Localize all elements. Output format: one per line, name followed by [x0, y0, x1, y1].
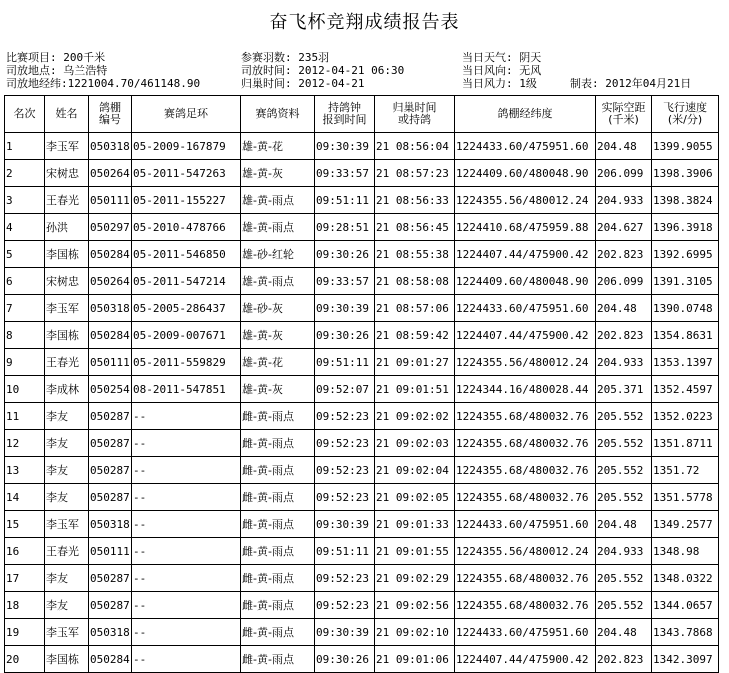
table-cell: 21 09:01:06	[375, 646, 455, 673]
table-cell: 1224355.68/480032.76	[455, 565, 596, 592]
table-cell: 雌-黄-雨点	[241, 538, 315, 565]
table-cell: 09:30:26	[315, 241, 375, 268]
table-row	[5, 160, 719, 187]
table-cell: 05-2005-286437	[132, 295, 241, 322]
table-cell: 05-2011-559829	[132, 349, 241, 376]
table-cell: 李友	[45, 484, 89, 511]
table-cell: 雄-黄-花	[241, 349, 315, 376]
table-cell: 16	[5, 538, 45, 565]
table-cell: 雄-黄-灰	[241, 160, 315, 187]
table-cell: 1391.3105	[652, 268, 719, 295]
table-cell: 李国栋	[45, 646, 89, 673]
table-cell: 1392.6995	[652, 241, 719, 268]
table-cell: 1224410.68/475959.88	[455, 214, 596, 241]
table-cell: 205.552	[596, 457, 652, 484]
table-cell: 050284	[89, 322, 132, 349]
table-row	[5, 565, 719, 592]
table-cell: 雄-黄-雨点	[241, 214, 315, 241]
table-cell: 21 09:02:29	[375, 565, 455, 592]
table-row	[5, 430, 719, 457]
table-cell: 9	[5, 349, 45, 376]
table-cell: 204.48	[596, 133, 652, 160]
table-cell: 1398.3824	[652, 187, 719, 214]
table-cell: 1351.5778	[652, 484, 719, 511]
table-cell: 1	[5, 133, 45, 160]
table-cell: 李成林	[45, 376, 89, 403]
table-cell: 3	[5, 187, 45, 214]
table-cell: 05-2009-007671	[132, 322, 241, 349]
table-cell: 205.552	[596, 430, 652, 457]
column-header: 赛鸽足环	[132, 96, 241, 133]
table-cell: 050264	[89, 160, 132, 187]
table-cell: 雌-黄-雨点	[241, 646, 315, 673]
table-cell: 21 09:01:33	[375, 511, 455, 538]
table-cell: 1224355.56/480012.24	[455, 187, 596, 214]
table-cell: 雄-黄-灰	[241, 376, 315, 403]
table-cell: 21 09:01:51	[375, 376, 455, 403]
table-cell: 8	[5, 322, 45, 349]
table-cell: 050287	[89, 592, 132, 619]
table-cell: 05-2011-547214	[132, 268, 241, 295]
table-cell: 1351.72	[652, 457, 719, 484]
table-cell: 雌-黄-雨点	[241, 484, 315, 511]
table-cell: 1224409.60/480048.90	[455, 160, 596, 187]
table-cell: 19	[5, 619, 45, 646]
race-project: 比赛项目: 200千米	[6, 51, 106, 64]
table-cell: 1224409.60/480048.90	[455, 268, 596, 295]
table-cell: 21 08:57:06	[375, 295, 455, 322]
table-cell: --	[132, 538, 241, 565]
table-cell: 21 09:01:27	[375, 349, 455, 376]
table-cell: 202.823	[596, 322, 652, 349]
table-cell: 1224355.68/480032.76	[455, 592, 596, 619]
table-row	[5, 214, 719, 241]
table-row	[5, 484, 719, 511]
column-header: 鸽棚经纬度	[455, 96, 596, 133]
table-cell: 12	[5, 430, 45, 457]
table-cell: 10	[5, 376, 45, 403]
table-cell: 204.627	[596, 214, 652, 241]
table-cell: 205.552	[596, 484, 652, 511]
table-cell: 1224433.60/475951.60	[455, 619, 596, 646]
table-cell: 09:52:23	[315, 484, 375, 511]
wind-direction: 当日风向: 无风	[462, 64, 542, 77]
table-cell: --	[132, 592, 241, 619]
table-cell: --	[132, 619, 241, 646]
table-cell: 1349.2577	[652, 511, 719, 538]
table-cell: 050111	[89, 187, 132, 214]
table-cell: 13	[5, 457, 45, 484]
weather: 当日天气: 阴天	[462, 51, 542, 64]
table-row	[5, 619, 719, 646]
table-row	[5, 403, 719, 430]
table-cell: 李玉军	[45, 295, 89, 322]
table-cell: 202.823	[596, 646, 652, 673]
table-cell: 雌-黄-雨点	[241, 511, 315, 538]
table-cell: 050284	[89, 646, 132, 673]
table-cell: 李国栋	[45, 322, 89, 349]
table-cell: 1398.3906	[652, 160, 719, 187]
table-cell: 5	[5, 241, 45, 268]
table-row	[5, 646, 719, 673]
table-cell: 21 08:56:33	[375, 187, 455, 214]
table-row	[5, 538, 719, 565]
table-cell: 李玉军	[45, 619, 89, 646]
table-cell: 7	[5, 295, 45, 322]
table-cell: 李友	[45, 403, 89, 430]
table-cell: 王春光	[45, 187, 89, 214]
table-cell: 雄-黄-灰	[241, 322, 315, 349]
table-cell: 宋树忠	[45, 160, 89, 187]
table-row	[5, 268, 719, 295]
table-cell: 05-2009-167879	[132, 133, 241, 160]
table-cell: 050318	[89, 133, 132, 160]
table-cell: 1399.9055	[652, 133, 719, 160]
table-cell: 1342.3097	[652, 646, 719, 673]
table-cell: 李玉军	[45, 511, 89, 538]
table-row	[5, 592, 719, 619]
table-cell: 204.48	[596, 511, 652, 538]
table-cell: 050297	[89, 214, 132, 241]
column-header: 鸽棚 编号	[89, 96, 132, 133]
table-cell: 21 08:58:08	[375, 268, 455, 295]
table-cell: 050111	[89, 538, 132, 565]
table-cell: 050254	[89, 376, 132, 403]
table-cell: 09:30:39	[315, 511, 375, 538]
table-cell: 21 09:02:04	[375, 457, 455, 484]
table-cell: 205.371	[596, 376, 652, 403]
table-cell: 050287	[89, 430, 132, 457]
table-cell: 1224407.44/475900.42	[455, 241, 596, 268]
table-cell: 204.48	[596, 619, 652, 646]
table-cell: 雌-黄-雨点	[241, 430, 315, 457]
table-row	[5, 295, 719, 322]
table-cell: 李国栋	[45, 241, 89, 268]
table-cell: 21 09:02:03	[375, 430, 455, 457]
table-cell: 1352.0223	[652, 403, 719, 430]
table-cell: 206.099	[596, 160, 652, 187]
table-cell: 050264	[89, 268, 132, 295]
table-cell: 1343.7868	[652, 619, 719, 646]
meta-left	[6, 51, 200, 90]
column-header: 赛鸽资料	[241, 96, 315, 133]
table-cell: 孙洪	[45, 214, 89, 241]
table-cell: 050318	[89, 511, 132, 538]
table-cell: --	[132, 646, 241, 673]
release-location: 司放地点: 乌兰浩特	[6, 64, 108, 77]
table-cell: 雄-黄-雨点	[241, 187, 315, 214]
table-cell: 雌-黄-雨点	[241, 565, 315, 592]
table-cell: 1224355.68/480032.76	[455, 430, 596, 457]
table-cell: 05-2011-155227	[132, 187, 241, 214]
table-cell: 09:52:23	[315, 430, 375, 457]
table-cell: 204.48	[596, 295, 652, 322]
table-cell: 050287	[89, 565, 132, 592]
table-row	[5, 457, 719, 484]
table-cell: 09:30:39	[315, 619, 375, 646]
table-cell: 09:30:39	[315, 295, 375, 322]
table-cell: 1396.3918	[652, 214, 719, 241]
table-cell: 205.552	[596, 565, 652, 592]
table-cell: 21 09:02:56	[375, 592, 455, 619]
made-date: 制表: 2012年04月21日	[570, 77, 692, 90]
table-cell: 09:51:11	[315, 187, 375, 214]
table-cell: 21 08:55:38	[375, 241, 455, 268]
column-header: 归巢时间 或持鸽	[375, 96, 455, 133]
release-coords: 司放地经纬:1221004.70/461148.90	[6, 77, 201, 90]
table-cell: 11	[5, 403, 45, 430]
table-row	[5, 133, 719, 160]
table-cell: 21 08:56:45	[375, 214, 455, 241]
table-cell: 21 09:02:02	[375, 403, 455, 430]
table-cell: 09:52:07	[315, 376, 375, 403]
table-cell: 09:51:11	[315, 538, 375, 565]
table-cell: 李玉军	[45, 133, 89, 160]
table-row	[5, 322, 719, 349]
table-cell: 09:52:23	[315, 592, 375, 619]
table-cell: 050318	[89, 619, 132, 646]
table-cell: --	[132, 457, 241, 484]
entries-count: 参赛羽数: 235羽	[241, 51, 330, 64]
table-cell: 09:33:57	[315, 268, 375, 295]
table-cell: 21 08:56:04	[375, 133, 455, 160]
table-cell: 1352.4597	[652, 376, 719, 403]
table-cell: 204.933	[596, 187, 652, 214]
table-cell: 1348.98	[652, 538, 719, 565]
table-cell: 1224433.60/475951.60	[455, 511, 596, 538]
table-cell: --	[132, 511, 241, 538]
table-row	[5, 241, 719, 268]
meta-middle	[241, 51, 404, 90]
table-cell: 21 09:01:55	[375, 538, 455, 565]
table-cell: 05-2011-546850	[132, 241, 241, 268]
table-cell: 18	[5, 592, 45, 619]
table-cell: 15	[5, 511, 45, 538]
table-cell: --	[132, 403, 241, 430]
table-row	[5, 187, 719, 214]
table-cell: 202.823	[596, 241, 652, 268]
table-cell: 09:52:23	[315, 565, 375, 592]
column-header: 持鸽钟 报到时间	[315, 96, 375, 133]
table-cell: 雌-黄-雨点	[241, 403, 315, 430]
table-cell: 05-2011-547263	[132, 160, 241, 187]
table-cell: 雌-黄-雨点	[241, 592, 315, 619]
table-cell: 1224344.16/480028.44	[455, 376, 596, 403]
table-cell: 雄-黄-雨点	[241, 268, 315, 295]
table-cell: 17	[5, 565, 45, 592]
table-cell: --	[132, 484, 241, 511]
table-cell: 205.552	[596, 403, 652, 430]
table-cell: 09:30:39	[315, 133, 375, 160]
table-cell: 21 08:59:42	[375, 322, 455, 349]
table-cell: 1224433.60/475951.60	[455, 133, 596, 160]
table-cell: 1351.8711	[652, 430, 719, 457]
table-cell: 205.552	[596, 592, 652, 619]
table-cell: 050287	[89, 457, 132, 484]
table-row	[5, 376, 719, 403]
column-header: 飞行速度 (米/分)	[652, 96, 719, 133]
table-cell: 050111	[89, 349, 132, 376]
table-cell: 21 09:02:05	[375, 484, 455, 511]
table-cell: 1224355.56/480012.24	[455, 538, 596, 565]
table-cell: 09:52:23	[315, 457, 375, 484]
return-date: 归巢时间: 2012-04-21	[241, 77, 365, 90]
table-cell: 21 08:57:23	[375, 160, 455, 187]
table-cell: 1224355.56/480012.24	[455, 349, 596, 376]
table-cell: 20	[5, 646, 45, 673]
release-time: 司放时间: 2012-04-21 06:30	[241, 64, 405, 77]
table-cell: 雄-砂-红轮	[241, 241, 315, 268]
table-cell: 雄-黄-花	[241, 133, 315, 160]
table-cell: 雌-黄-雨点	[241, 619, 315, 646]
table-cell: 1348.0322	[652, 565, 719, 592]
table-cell: 王春光	[45, 538, 89, 565]
table-cell: 4	[5, 214, 45, 241]
table-cell: 1224407.44/475900.42	[455, 646, 596, 673]
table-cell: 09:51:11	[315, 349, 375, 376]
column-header: 名次	[5, 96, 45, 133]
table-cell: 14	[5, 484, 45, 511]
table-cell: 204.933	[596, 349, 652, 376]
wind-force: 当日风力: 1级	[462, 77, 537, 90]
table-cell: 050287	[89, 403, 132, 430]
table-cell: 雌-黄-雨点	[241, 457, 315, 484]
table-cell: 050284	[89, 241, 132, 268]
table-cell: 09:28:51	[315, 214, 375, 241]
table-cell: 09:52:23	[315, 403, 375, 430]
table-cell: 李友	[45, 565, 89, 592]
table-cell: 李友	[45, 430, 89, 457]
table-cell: 21 09:02:10	[375, 619, 455, 646]
table-cell: --	[132, 565, 241, 592]
table-cell: 09:30:26	[315, 322, 375, 349]
meta-right	[462, 51, 541, 90]
table-cell: --	[132, 430, 241, 457]
results-table	[4, 95, 719, 673]
table-cell: 6	[5, 268, 45, 295]
table-cell: 雄-砂-灰	[241, 295, 315, 322]
table-cell: 1354.8631	[652, 322, 719, 349]
table-cell: 08-2011-547851	[132, 376, 241, 403]
table-cell: 1224355.68/480032.76	[455, 457, 596, 484]
table-cell: 1390.0748	[652, 295, 719, 322]
table-cell: 09:30:26	[315, 646, 375, 673]
table-cell: 050287	[89, 484, 132, 511]
column-header: 实际空距 (千米)	[596, 96, 652, 133]
table-cell: 204.933	[596, 538, 652, 565]
table-cell: 1224355.68/480032.76	[455, 484, 596, 511]
table-row	[5, 511, 719, 538]
table-cell: 1353.1397	[652, 349, 719, 376]
table-cell: 1224407.44/475900.42	[455, 322, 596, 349]
table-cell: 王春光	[45, 349, 89, 376]
table-cell: 05-2010-478766	[132, 214, 241, 241]
table-cell: 宋树忠	[45, 268, 89, 295]
report-title: 奋飞杯竞翔成绩报告表	[269, 12, 460, 33]
table-cell: 1224433.60/475951.60	[455, 295, 596, 322]
table-cell: 1224355.68/480032.76	[455, 403, 596, 430]
table-cell: 206.099	[596, 268, 652, 295]
table-row	[5, 349, 719, 376]
table-cell: 2	[5, 160, 45, 187]
table-cell: 1344.0657	[652, 592, 719, 619]
table-cell: 050318	[89, 295, 132, 322]
table-cell: 09:33:57	[315, 160, 375, 187]
table-cell: 李友	[45, 457, 89, 484]
table-cell: 李友	[45, 592, 89, 619]
column-header: 姓名	[45, 96, 89, 133]
